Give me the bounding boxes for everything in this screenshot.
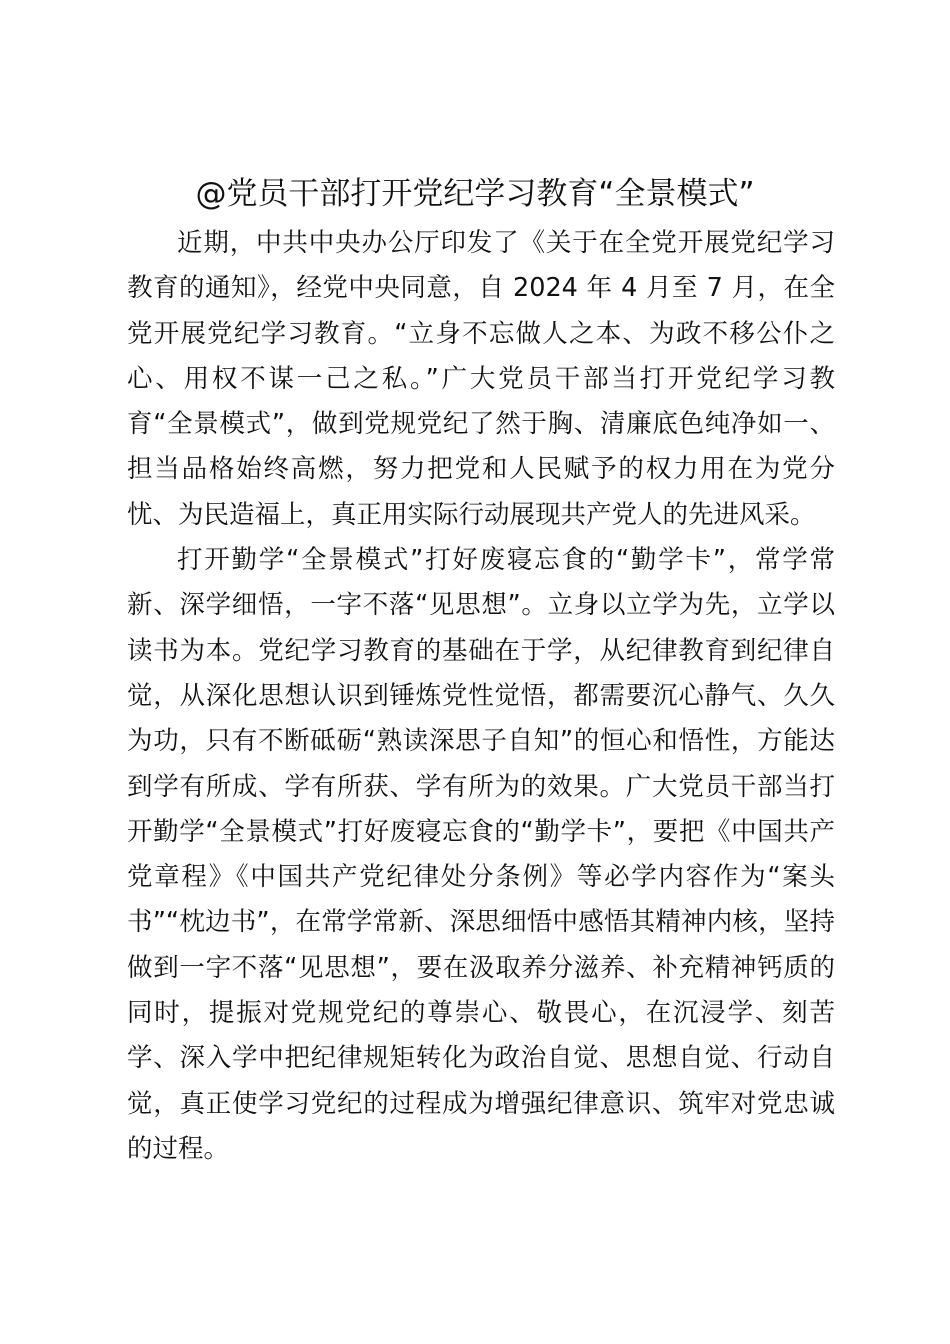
text-line: 觉，真正使学习党纪的过程成为增强纪律意识、筑牢对党忠诚 bbox=[127, 1088, 835, 1119]
paragraph-2 bbox=[127, 538, 835, 1172]
text-line: 做到一字不落“见思想”，要在汲取养分滋养、补充精神钙质的 bbox=[127, 952, 835, 983]
text-line: 读书为本。党纪学习教育的基础在于学，从纪律教育到纪律自 bbox=[127, 635, 835, 666]
paragraph-1 bbox=[127, 221, 835, 538]
text-line: 心、用权不谋一己之私。”广大党员干部当打开党纪学习教 bbox=[127, 363, 835, 394]
text-line: 觉，从深化思想认识到锤炼党性觉悟，都需要沉心静气、久久 bbox=[127, 680, 835, 711]
text-line: 育“全景模式”，做到党规党纪了然于胸、清廉底色纯净如一、 bbox=[127, 409, 835, 440]
document-body bbox=[127, 221, 835, 1172]
text-line: 到学有所成、学有所获、学有所为的效果。广大党员干部当打 bbox=[127, 771, 835, 802]
text-line: 开勤学“全景模式”打好废寝忘食的“勤学卡”，要把《中国共产 bbox=[127, 816, 835, 847]
text-line: 书”“枕边书”，在常学常新、深思细悟中感悟其精神内核，坚持 bbox=[127, 907, 835, 938]
text-line: 担当品格始终高燃，努力把党和人民赋予的权力用在为党分 bbox=[127, 454, 835, 485]
text-line: 新、深学细悟，一字不落“见思想”。立身以立学为先，立学以 bbox=[127, 590, 835, 621]
text-line: 近期，中共中央办公厅印发了《关于在全党开展党纪学习 bbox=[177, 228, 835, 258]
text-line: 同时，提振对党规党纪的尊崇心、敬畏心，在沉浸学、刻苦 bbox=[127, 998, 835, 1029]
text-line: 忧、为民造福上，真正用实际行动展现共产党人的先进风采。 bbox=[127, 499, 816, 530]
text-line: 党开展党纪学习教育。“立身不忘做人之本、为政不移公仆之 bbox=[127, 318, 835, 349]
document-title: @党员干部打开党纪学习教育“全景模式” bbox=[195, 176, 755, 212]
text-line: 打开勤学“全景模式”打好废寝忘食的“勤学卡”，常学常 bbox=[177, 545, 835, 576]
text-line: 教育的通知》，经党中央同意，自 2024 年 4 月至 7 月，在全 bbox=[127, 273, 835, 304]
text-line: 学、深入学中把纪律规矩转化为政治自觉、思想自觉、行动自 bbox=[127, 1043, 835, 1074]
text-line: 的过程。 bbox=[127, 1133, 230, 1164]
text-line: 党章程》《中国共产党纪律处分条例》等必学内容作为“案头 bbox=[127, 862, 835, 893]
text-line: 为功，只有不断砥砺“熟读深思子自知”的恒心和悟性，方能达 bbox=[127, 726, 835, 757]
